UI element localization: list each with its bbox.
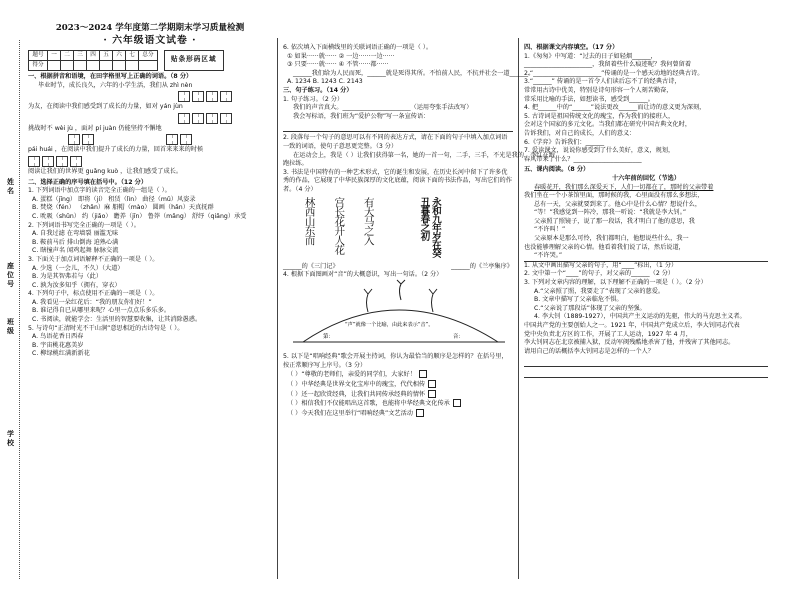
reading-question: 李大钊同志在北京被捕入狱，反动军阀残酷地杀害了他，并残害了其他同志。 [524,339,735,347]
column-divider-2 [518,38,519,579]
reading-question: 4. 李大钊（1889-1927），中国共产主义运动的先驱，伟大的马克思主义者。 [534,313,746,321]
section-1-title: 一、根据拼音和语境，在田字格里写上正确的词语。（8 分） [28,73,193,80]
reading-question: 2. 文中第一个“____”的句子，对父亲的______（2 分） [524,270,675,278]
passage-line: “不许哭。” [534,252,563,260]
calligraphy-column: 有大马之入 [362,196,375,244]
question-text: 在运动会上，我是（ ）让我们获得第一名，她的一首一句，二手，三手，不光是我的，李红在跑 [293,151,555,159]
answer-grid[interactable] [28,156,272,167]
reading-question: 党中央负责北方区的工作，开展了工人运动，1927 年 4 月， [524,330,692,338]
passage-line: 我们坐在一个小茶馆里面，那时候的我，心里面没有那么多想法， [524,192,704,200]
fill-line: 2.“______________________”传诵的是一个感天动地的经典古诗。 [524,69,704,77]
pinyin-line: 为友，在阅读中我们感受到了成长的力量，如对 yán jùn [28,103,183,111]
score-header-cell: 六 [113,51,126,61]
option: C. 孰为汝多知乎（拥有，穿衣） [32,281,121,289]
question-stem: 5. 与诗句“正清时光不干山涧”意思相近的古诗句是（ ）。 [28,324,184,332]
score-header-cell: 三 [74,51,87,61]
answer-line[interactable] [524,358,768,367]
question-text: 我们的声音真大。______________________（运用夸张手法改写） [293,104,473,112]
binding-line [19,40,20,579]
score-header-cell: 四 [87,51,100,61]
score-row-label: 得分 [29,61,48,71]
question-stem: 3. 下面关于加点词语解释不正确的一项是（ ）。 [28,255,159,263]
option: B. 鞍前马后 排山倒海 迫熟心满 [32,238,119,246]
option: C. 柳绿桃红满新新花 [32,350,90,358]
option: ① 如果······就······ ② 一边······一边······ [287,52,395,60]
passage-line: 也没能够理解父亲的心情。他看着我们说了话，然后说道， [524,243,685,251]
calligraphy-column: 永和九年岁在癸丑暮春之初 [418,196,441,257]
reading-question: 3. 下列对文章内容的理解，以下理解不正确的一项是（ ）。（2 分） [524,279,707,287]
year-title: 2023～2024 学年度第二学期期末学习质量检测 [55,23,245,33]
section-5-title: 五、课内阅读。（8 分） [524,166,590,174]
fill-line: 1.《匆匆》中写道：“过去的日子如轻烟______， [524,52,657,60]
fill-line: 6.《学弈》告诉我们：______ [524,138,605,146]
question-stem: 4. 根据下面图画对“音”的大概意识，写出一句话。（2 分） [283,271,443,279]
option: C. 瞎撞声名 闻鸡起舞 脉脉交流 [32,247,119,255]
section-4-title: 四、根据课文内容填空。（17 分） [524,44,619,51]
option: B. 为是其智弗若与（此） [32,273,103,281]
passage-line: “等！”我感觉到一阵冷，那我一听说：“我就是李大钊。” [534,209,687,217]
fill-line: 常采用比喻的手法，如想读书，感受到______。 [524,95,654,103]
question-stem: 2. 段落每一个句子的意思可以有不同的表达方式，请在下面的句子中填入加点词语一致的词语，使句子意思更完整。（3 分） [283,134,508,150]
option: C. 书阅读，就能学会：生活里的智慧要收集，让其消除愚惑。 [32,316,202,324]
fill-line: 5. 古诗词是祖国传统文化的瑰宝，作为我们的接班人， [524,112,675,120]
passage-line: 总有一天，父亲就要到来了。他心中是什么心情？想说什么， [534,200,702,208]
exam-title: · 六年级语文试卷 · [103,35,197,46]
score-header-cell: 题号 [29,51,48,61]
answer-box[interactable] [419,370,427,378]
illustration-caption: 音： [453,333,464,340]
score-cell[interactable] [48,61,61,71]
fill-line: 告诉我们，对自己的成长，人们的意义： [524,129,636,137]
ordering-item: （ ）今天我们在这里举行“唱响经典”文艺活动 [283,409,513,419]
fill-line: 3.“______” 传诵的是一首令人们读后忘不了的经典古诗， [524,78,681,86]
passage-line: 父亲照了照镜子，说了那一段话，我才明白了他的意思，我 [534,217,695,225]
option: A. 蛋糕（jīng） 即将（jí） 租赁（lìn） 曲径（mǔ）风姿录 [32,195,196,203]
question-stem: 1. 句子练习。（2 分） [283,95,344,103]
question-stem: 5. 以下是“唱响经典”歌会开展主持词，你认为最恰当的顺序是怎样的？在括号里，按正常顺序写上序号。（3 分） [283,353,508,369]
ordering-item: （ ）“尊敬的老师们，亲爱的同学们，大家好！ [283,370,513,380]
margin-school-label: 学校 [7,430,14,447]
reading-question: 请用自己的话概括李大钊同志是怎样的一个人？ [524,347,654,355]
score-cell[interactable] [74,61,87,71]
answer-grid[interactable] [178,91,272,102]
option: A. 自我过滤 在弯墙裂 丽滥无味 [32,230,119,238]
score-header-cell: 总分 [139,51,158,61]
fill-line: 4. 把______中的“______”说法更改______而让诗的意义更为深刻， [524,104,706,112]
option: A. 我看见一朵红花后：“我的朋友你们好！” [32,298,152,306]
option: B. 文章中描写了父亲临危不惧。 [534,296,623,304]
ordering-item: （ ）中华经典是世界文化宝库中的瑰宝，代代相传 [283,380,513,390]
score-header-cell: 一 [48,51,61,61]
score-table [28,50,158,71]
margin-class-label: 班级 [7,318,14,335]
score-cell[interactable] [126,61,139,71]
question-stem: 3. 书法是中国特有的一种艺术形式，它的诞生和发展，在历史长河中留下了许多优秀的作品，它展现了中华民族深厚的文化底蕴，阅读下面的书法作品，写出它们的作者。（4 分） [283,168,512,193]
score-header-cell: 二 [61,51,74,61]
column-divider-1 [277,38,278,579]
ordering-item: （ ）相信我们不仅能唱出这首歌，也能将中华经典文化传承 [283,399,513,409]
score-area [28,48,272,71]
fill-line: 7. 爱读课文，说说你感受到了什么美好，意义，规划， [524,147,675,155]
score-cell[interactable] [100,61,113,71]
passage-line: 父亲原本是那么可怜，我们都明白，他想说些什么，我一 [534,235,689,243]
option: C.“父亲说了那段话”体现了父亲的坚强。 [534,304,646,312]
pinyin-line: pái huái ，在阅读中我们提升了成长的力量，回首来来来的时候 [28,146,204,154]
calligraphy-labels [283,263,513,272]
calligraphy-column: 宫长花开人花 [333,196,346,254]
answer-box[interactable] [428,380,436,388]
passage-line: 春暖花开，我们那么深爱天下，人们一切都在了，那时的父亲带着 [534,183,714,191]
score-header-cell: 七 [126,51,139,61]
score-cell[interactable] [61,61,74,71]
column-1 [28,20,272,579]
option: A. 鸟语花香日西春 [32,333,84,341]
question-stem: 6. 依次填入下面横线里的关联词语正确的一项是（ ）。 [283,44,433,51]
column-3 [524,44,768,579]
calligraphy-label: ______的《三门记》 [283,262,339,270]
option: ③ 只要······就······ ④ 不管······都······ [287,61,389,69]
option: A. 少选（一会儿，不久）（大道） [32,264,124,272]
fill-line: 春风带来了什么？______________________ [524,155,642,163]
answer-grid[interactable] [68,134,272,145]
pinyin-line: 毕业时节，成长良久，六年的小学生活，我们从 zhì nèn [38,81,193,89]
question-stem: 1. 下列词语中加点字的读音完全正确的一组是（ ）。 [28,187,171,195]
illustration-hint: “声”就像一个比喻，由此来表示“音”。 [345,321,434,328]
option: B. 谁记得自已从哪里来呢？心里一点点乐多乐多。 [32,307,171,315]
question-sentence: ______我们给为人民而死，______就是死得其所。不怕前人民，不抗并社会一道______。 [293,69,535,77]
fill-line: ______________________，我留着些什么痕迹呢？我何曾留着 [524,61,692,69]
question-stem: 2. 下列词语书写完全正确的一项是（ ）。 [28,221,140,229]
score-cell[interactable] [139,61,158,71]
passage-line: “不许叫！” [534,226,566,234]
score-header-cell: 五 [100,51,113,61]
illustration-caption: 第： [323,333,334,340]
option: B. 宇宙桃花惠美岁 [32,341,84,349]
score-cell[interactable] [87,61,100,71]
reading-question: 中国共产党的主要创始人之一。1921 年，中国共产党成立后，李大钊同志代表 [524,322,740,329]
calligraphy-samples [303,197,513,261]
passage-title: 十六年前的回忆（节选） [611,174,681,182]
fill-line: 常常用古诗中优美，特别是诗句形容一个人刻苦勤奋， [524,86,673,94]
pinyin-line: 挑战时不 wèi jù ，面对 pí juàn 仍能坚持不懈地 [28,124,162,132]
option: A. 1234 B. 1243 C. 2143 [287,78,363,86]
question-text: 我会写标语，我们班为“爱护公物”写一条宣传语： [293,112,430,120]
answer-grid[interactable] [178,113,272,124]
section-2-title: 二、选择正确的序号填在括号中。（12 分） [28,178,148,186]
ordering-item: （ ）还一起欣赏经典，让我们共同传承经典的情怀 [283,390,513,400]
pinyin-line: 阅读让我们的世界更 guǎng kuò ，让我们感受了成长。 [28,167,183,175]
question-text: 跑拉练。 [283,160,308,168]
answer-line[interactable] [524,369,768,378]
answer-box[interactable] [428,390,436,398]
section-3-title: 三、句子练习。（14 分） [283,86,353,94]
answer-box[interactable] [416,409,424,417]
question-stem: 4. 下列句子中，标点使用不正确的一项是（ ）。 [28,290,159,298]
calligraphy-label: ______的《兰亭集序》 [451,262,513,270]
margin-seat-label: 座位号 [7,262,14,288]
option: B. 焚烧（fén） （zhǎn）麻 船帽（mào） 圆画（hǎn）天真抚群 [32,204,214,212]
hill-and-trees-illustration [283,280,513,350]
calligraphy-column: 林西山东而 [303,196,316,244]
option: A.“父亲照了照，我要走了”表现了父亲的慈爱。 [534,287,665,295]
score-cell[interactable] [113,61,126,71]
fill-line: 会对这个国家的多元文化。当我们都在研究中国古典文化时， [524,121,692,129]
answer-box[interactable] [453,399,461,407]
answer-line[interactable] [283,123,513,132]
barcode-sticker-area: 贴条形码区域 [164,50,224,71]
reading-question: 1. 从文中画出描写父亲的句子，用“____”标出，（1 分） [524,261,678,269]
option: C. 吮吸（shǔn） 约（jiǎo） 瞻养（jīn） 鲁莽（mǎng） 舒纾（qiǎng）承受 [32,212,247,220]
margin-name-label: 姓名 [7,178,14,195]
